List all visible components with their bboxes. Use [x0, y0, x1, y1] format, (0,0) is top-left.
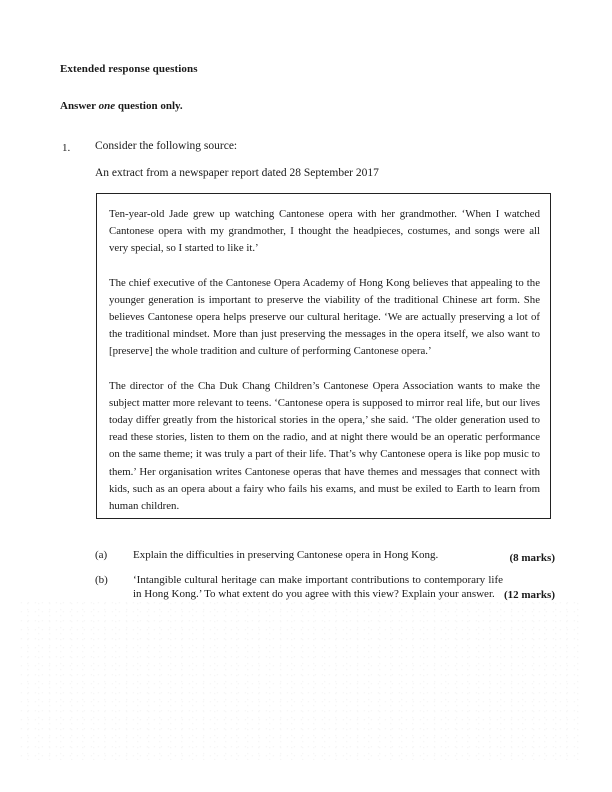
part-b-marks: (12 marks) [503, 589, 555, 601]
section-title: Extended response questions [60, 63, 198, 75]
part-a-text: Explain the difficulties in preserving Cantonese opera in Hong Kong. [133, 549, 439, 561]
source-extract-box [96, 193, 551, 519]
part-a-label: (a) [95, 549, 108, 561]
instruction-suffix: question only. [115, 100, 183, 112]
part-b-label: (b) [95, 574, 108, 586]
source-paragraph-2: The chief executive of the Cantonese Opera Academy of Hong Kong believes that appealing to the younger generation is important to preserve the viability of the traditional Chinese art form. She believes Cantonese opera helps preserve our cultural heritage. ‘We are actually preserving a lot of the traditional mindset. More than just preserving the messages in the opera itself, we also want to [preserve] the whole tradition and culture of performing Cantonese opera.’ [109, 276, 540, 358]
source-caption: An extract from a newspaper report dated 28 September 2017 [95, 167, 379, 179]
source-paragraph-3: The director of the Cha Duk Chang Children’s Cantonese Opera Association wants to make the subject matter more relevant to teens. ‘Cantonese opera is supposed to mirror real life, but our lives today differ greatly from the historical stories in the opera,’ she said. ‘The older generation used to read these stories, listen to them on the radio, and at night there would be an operatic performance on the same theme; it was truly a part of their life. That’s why Cantonese opera is like pop music to them.’ Her organisation writes Cantonese operas that have themes and messages that connect with kids, such as an opera about a fairy who fails his exams, and must be exiled to Earth to learn from human children. [109, 379, 540, 513]
scan-noise [20, 600, 580, 760]
instruction-prefix: Answer [60, 100, 99, 112]
question-number: 1. [62, 142, 71, 154]
question-prompt: Consider the following source: [95, 140, 238, 152]
instruction-emphasis: one [98, 100, 116, 112]
source-paragraph-1: Ten-year-old Jade grew up watching Cantonese opera with her grandmother. ‘When I watched Cantonese opera with my grandmother, I thought the headpieces, costumes, and songs were all very special, so I started to like it.’ [109, 208, 540, 255]
instruction [60, 100, 183, 112]
part-b-text: ‘Intangible cultural heritage can make important contributions to contemporary life in Hong Kong.’ To what extent do you agree with this view? Explain your answer. [133, 574, 503, 600]
part-a-marks: (8 marks) [509, 552, 555, 564]
